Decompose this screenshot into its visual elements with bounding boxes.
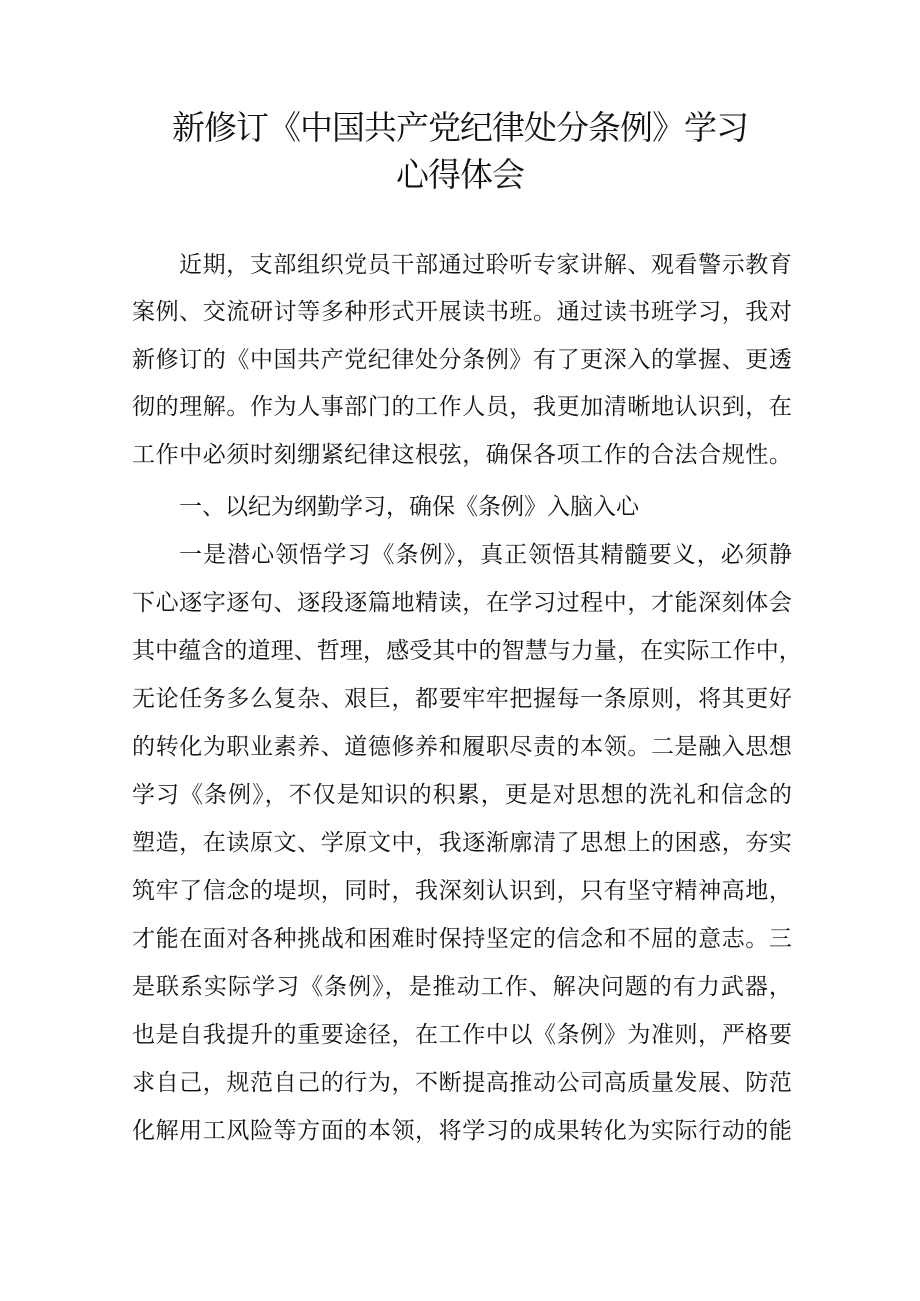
body-line: 化解用工风险等方面的本领，将学习的成果转化为实际行动的能 bbox=[132, 1118, 792, 1144]
document-title-line-1: 新修订《中国共产党纪律处分条例》学习 bbox=[172, 108, 748, 147]
intro-line: 新修订的《中国共产党纪律处分条例》有了更深入的掌握、更透 bbox=[132, 347, 792, 373]
section-1-heading: 一、以纪为纲勤学习，确保《条例》入脑入心 bbox=[179, 494, 639, 520]
intro-line: 案例、交流研讨等多种形式开展读书班。通过读书班学习，我对 bbox=[132, 299, 792, 325]
body-line: 下心逐字逐句、逐段逐篇地精读，在学习过程中，才能深刻体会 bbox=[132, 590, 792, 616]
body-line: 学习《条例》，不仅是知识的积累，更是对思想的洗礼和信念的 bbox=[132, 782, 792, 808]
intro-line: 彻的理解。作为人事部门的工作人员，我更加清晰地认识到，在 bbox=[132, 394, 792, 420]
body-line: 筑牢了信念的堤坝，同时，我深刻认识到，只有坚守精神高地， bbox=[132, 878, 792, 904]
body-line: 也是自我提升的重要途径，在工作中以《条例》为准则，严格要 bbox=[132, 1022, 792, 1048]
body-line: 无论任务多么复杂、艰巨，都要牢牢把握每一条原则，将其更好 bbox=[132, 686, 792, 712]
body-line: 其中蕴含的道理、哲理，感受其中的智慧与力量，在实际工作中， bbox=[132, 638, 802, 664]
document-title-line-2: 心得体会 bbox=[396, 155, 524, 194]
body-line: 一是潜心领悟学习《条例》，真正领悟其精髓要义，必须静 bbox=[179, 542, 792, 568]
body-line: 是联系实际学习《条例》，是推动工作、解决问题的有力武器， bbox=[132, 974, 792, 1000]
intro-line: 工作中必须时刻绷紧纪律这根弦，确保各项工作的合法合规性。 bbox=[132, 442, 792, 468]
body-line: 塑造，在读原文、学原文中，我逐渐廓清了思想上的困惑，夯实 bbox=[132, 830, 792, 856]
intro-line: 近期，支部组织党员干部通过聆听专家讲解、观看警示教育 bbox=[179, 252, 792, 278]
body-line: 才能在面对各种挑战和困难时保持坚定的信念和不屈的意志。三 bbox=[132, 926, 792, 952]
body-line: 的转化为职业素养、道德修养和履职尽责的本领。二是融入思想 bbox=[132, 734, 792, 760]
body-line: 求自己，规范自己的行为，不断提高推动公司高质量发展、防范 bbox=[132, 1070, 792, 1096]
